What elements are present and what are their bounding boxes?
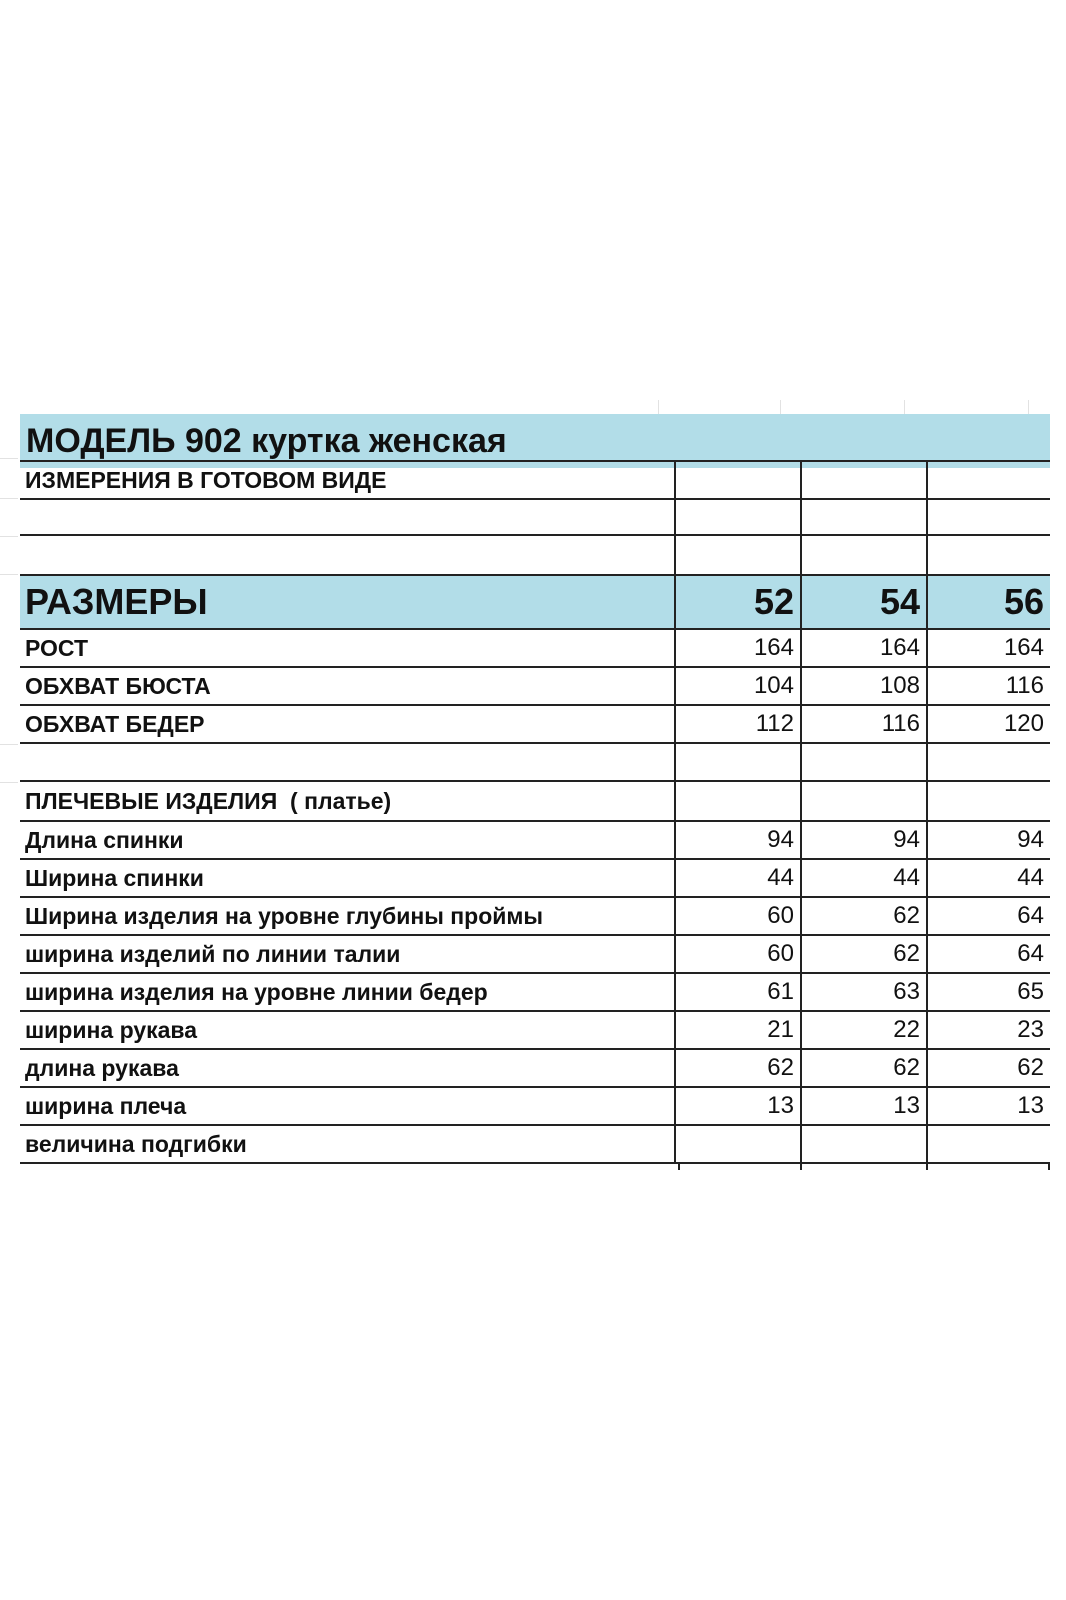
section-row (20, 782, 1050, 822)
empty-cell (674, 498, 800, 534)
table-row (20, 1126, 1050, 1164)
table-row (20, 630, 1050, 668)
table-row (20, 860, 1050, 898)
value-cell: 104 (674, 668, 800, 704)
value-cell: 62 (800, 1050, 926, 1086)
row-stub (678, 1164, 680, 1170)
empty-cell (926, 498, 1050, 534)
value-cell: 164 (674, 630, 800, 666)
size-52: 52 (674, 576, 800, 628)
value-cell (674, 1126, 800, 1162)
empty-cell (800, 744, 926, 780)
table-row (20, 1050, 1050, 1088)
value-cell: 13 (674, 1088, 800, 1124)
value-cell: 23 (926, 1012, 1050, 1048)
value-cell: 13 (926, 1088, 1050, 1124)
subtitle-row (20, 460, 1050, 500)
subtitle-label: ИЗМЕРЕНИЯ В ГОТОВОМ ВИДЕ (25, 466, 387, 493)
value-cell: 116 (800, 706, 926, 742)
value-cell: 65 (926, 974, 1050, 1010)
empty-cell (20, 536, 675, 574)
table-row (20, 668, 1050, 706)
table-row (20, 936, 1050, 974)
row-label: ширина рукава (25, 1016, 198, 1043)
empty-cell (674, 462, 800, 498)
value-cell: 61 (674, 974, 800, 1010)
empty-cell (674, 782, 800, 820)
sheet-gridline (658, 400, 659, 414)
row-stub (800, 1164, 802, 1170)
row-label: длина рукава (25, 1054, 179, 1081)
empty-row (20, 536, 1050, 576)
model-title: МОДЕЛЬ 902 куртка женская (26, 421, 507, 460)
value-cell: 60 (674, 898, 800, 934)
value-cell: 112 (674, 706, 800, 742)
table-row (20, 706, 1050, 744)
value-cell: 44 (674, 860, 800, 896)
size-54: 54 (800, 576, 926, 628)
value-cell: 44 (800, 860, 926, 896)
sheet-gridline (780, 400, 781, 414)
size-chart-sheet (0, 400, 1066, 1200)
empty-row (20, 498, 1050, 536)
sheet-gridline (904, 400, 905, 414)
value-cell: 44 (926, 860, 1050, 896)
table-row (20, 898, 1050, 936)
value-cell: 62 (800, 936, 926, 972)
value-cell: 120 (926, 706, 1050, 742)
empty-cell (674, 744, 800, 780)
table-row (20, 1012, 1050, 1050)
value-cell: 63 (800, 974, 926, 1010)
table-row (20, 822, 1050, 860)
sheet-gridline (0, 536, 18, 537)
row-label: Ширина изделия на уровне глубины проймы (25, 902, 544, 929)
value-cell: 94 (800, 822, 926, 858)
value-cell: 60 (674, 936, 800, 972)
value-cell: 94 (926, 822, 1050, 858)
row-label: ОБХВАТ БЕДЕР (25, 710, 205, 737)
value-cell: 13 (800, 1088, 926, 1124)
value-cell: 164 (800, 630, 926, 666)
row-stub (1048, 1164, 1050, 1170)
empty-row (20, 744, 1050, 782)
section-label: ПЛЕЧЕВЫЕ ИЗДЕЛИЯ ( платье) (25, 787, 392, 814)
sheet-gridline (0, 458, 18, 459)
empty-cell (20, 744, 675, 780)
sizes-label: РАЗМЕРЫ (25, 581, 208, 622)
value-cell (926, 1126, 1050, 1162)
row-label: Длина спинки (25, 826, 184, 853)
row-label: РОСТ (25, 634, 89, 661)
sheet-gridline (0, 782, 18, 783)
row-label: ширина изделий по линии талии (25, 940, 401, 967)
row-label: ОБХВАТ БЮСТА (25, 672, 211, 699)
empty-cell (926, 536, 1050, 574)
row-label: величина подгибки (25, 1130, 247, 1157)
table-row (20, 1088, 1050, 1126)
value-cell: 62 (800, 898, 926, 934)
empty-cell (800, 536, 926, 574)
value-cell: 64 (926, 898, 1050, 934)
row-label: Ширина спинки (25, 864, 204, 891)
sheet-gridline (0, 574, 18, 575)
value-cell: 62 (926, 1050, 1050, 1086)
empty-cell (800, 462, 926, 498)
empty-cell (800, 782, 926, 820)
value-cell: 21 (674, 1012, 800, 1048)
sheet-gridline (0, 498, 18, 499)
value-cell: 94 (674, 822, 800, 858)
row-label: ширина изделия на уровне линии бедер (25, 978, 488, 1005)
sizes-header-row (20, 576, 1050, 630)
empty-cell (926, 462, 1050, 498)
empty-cell (800, 498, 926, 534)
value-cell: 64 (926, 936, 1050, 972)
row-stub (926, 1164, 928, 1170)
size-56: 56 (926, 576, 1050, 628)
value-cell (800, 1126, 926, 1162)
row-label: ширина плеча (25, 1092, 187, 1119)
table-row (20, 974, 1050, 1012)
empty-cell (20, 498, 675, 534)
value-cell: 164 (926, 630, 1050, 666)
sheet-gridline (0, 744, 18, 745)
sheet-gridline (1028, 400, 1029, 414)
value-cell: 22 (800, 1012, 926, 1048)
empty-cell (674, 536, 800, 574)
value-cell: 62 (674, 1050, 800, 1086)
value-cell: 116 (926, 668, 1050, 704)
empty-cell (926, 782, 1050, 820)
value-cell: 108 (800, 668, 926, 704)
empty-cell (926, 744, 1050, 780)
